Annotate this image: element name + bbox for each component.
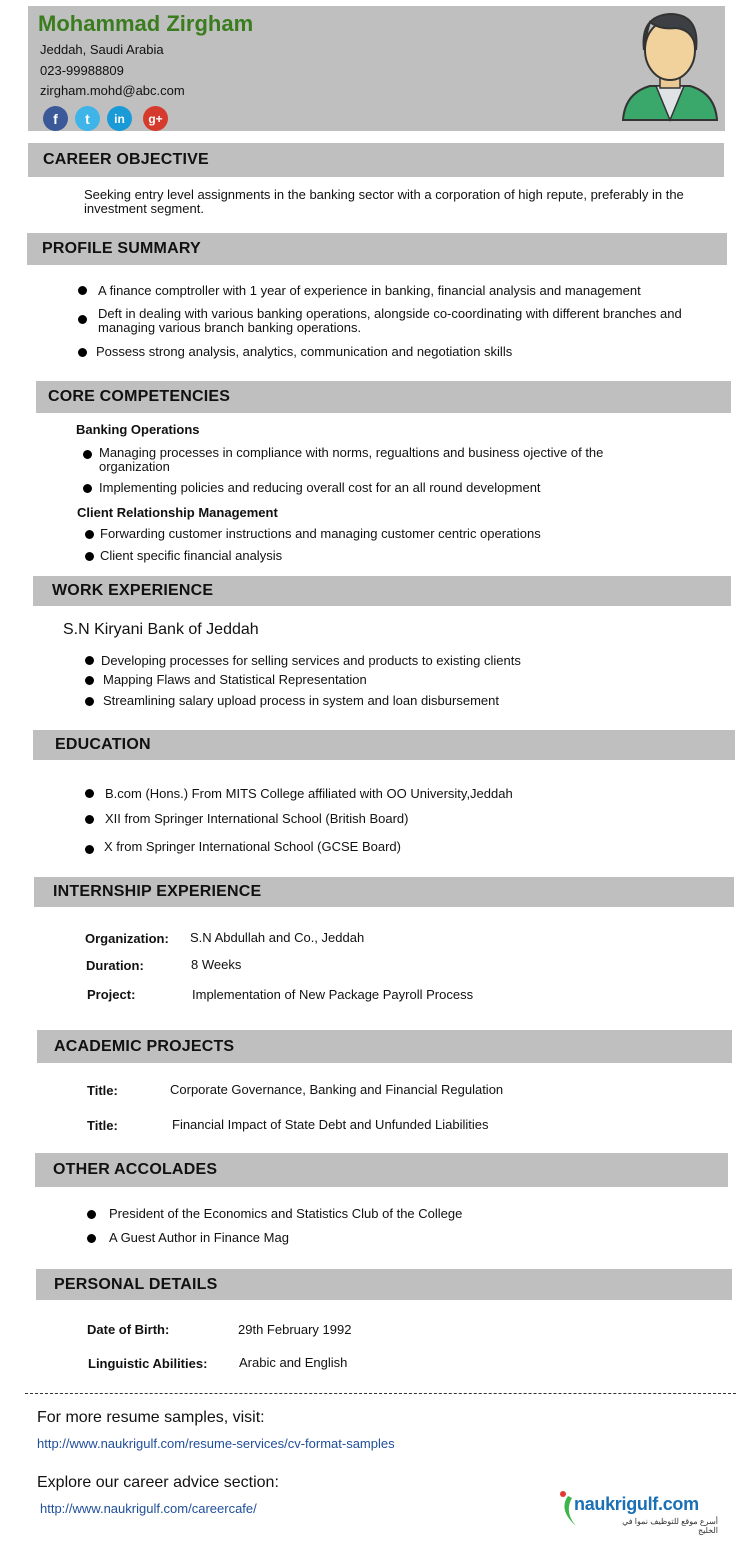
section-personal-details: PERSONAL DETAILS <box>36 1269 732 1300</box>
advice-text: Explore our career advice section: <box>37 1474 279 1491</box>
logo-tagline: أسرع موقع للتوظيف نموا في الخليج <box>622 1517 718 1535</box>
field-label: Organization: <box>85 931 169 946</box>
list-item: Forwarding customer instructions and managing customer centric operations <box>100 526 541 541</box>
section-profile-summary: PROFILE SUMMARY <box>27 233 727 265</box>
bullet-icon <box>85 845 94 854</box>
section-internship-experience: INTERNSHIP EXPERIENCE <box>34 877 734 907</box>
advice-link[interactable]: http://www.naukrigulf.com/careercafe/ <box>40 1501 257 1516</box>
field-value: 29th February 1992 <box>238 1322 352 1337</box>
field-value: Corporate Governance, Banking and Financial Regulation <box>170 1082 504 1097</box>
bullet-icon <box>78 348 87 357</box>
section-core-competencies: CORE COMPETENCIES <box>36 381 731 413</box>
twitter-icon[interactable]: t <box>75 106 100 131</box>
section-career-objective: CAREER OBJECTIVE <box>28 143 724 177</box>
bullet-icon <box>85 815 94 824</box>
facebook-icon[interactable]: f <box>43 106 68 131</box>
bullet-icon <box>85 676 94 685</box>
divider <box>25 1393 736 1394</box>
field-label: Title: <box>87 1083 118 1098</box>
section-work-experience: WORK EXPERIENCE <box>33 576 731 606</box>
field-value: Arabic and English <box>239 1355 348 1370</box>
list-item: Possess strong analysis, analytics, communication and negotiation skills <box>96 344 513 359</box>
company-name: S.N Kiryani Bank of Jeddah <box>63 621 259 638</box>
list-item: Mapping Flaws and Statistical Representation <box>103 672 367 687</box>
bullet-icon <box>85 530 94 539</box>
location: Jeddah, Saudi Arabia <box>40 42 164 57</box>
field-label: Project: <box>87 987 136 1002</box>
bullet-icon <box>83 450 92 459</box>
list-item: Managing processes in compliance with norms, regualtions and business ojective of the organization <box>99 445 604 474</box>
section-other-accolades: OTHER ACCOLADES <box>35 1153 728 1187</box>
field-label: Linguistic Abilities: <box>88 1356 208 1371</box>
list-item: Deft in dealing with various banking operations, alongside co-coordinating with different branches and managing various branch banking operations. <box>98 306 682 335</box>
list-item: Client specific financial analysis <box>100 548 283 563</box>
field-value: 8 Weeks <box>191 957 242 972</box>
list-item: B.com (Hons.) From MITS College affiliated with OO University,Jeddah <box>105 786 513 801</box>
list-item: A Guest Author in Finance Mag <box>109 1230 289 1245</box>
bullet-icon <box>87 1210 96 1219</box>
career-objective-text: Seeking entry level assignments in the banking sector with a corporation of high repute, preferably in the investment segment. <box>84 187 684 216</box>
list-item: Implementing policies and reducing overall cost for an all round development <box>99 480 541 495</box>
bullet-icon <box>85 552 94 561</box>
list-item: Developing processes for selling services and products to existing clients <box>101 653 521 668</box>
linkedin-icon[interactable]: in <box>107 106 132 131</box>
email: zirgham.mohd@abc.com <box>40 83 185 98</box>
section-academic-projects: ACADEMIC PROJECTS <box>37 1030 732 1063</box>
field-label: Duration: <box>86 958 144 973</box>
phone: 023-99988809 <box>40 63 124 78</box>
bullet-icon <box>83 484 92 493</box>
bullet-icon <box>85 656 94 665</box>
logo-text: naukrigulf.com <box>574 1494 699 1514</box>
field-label: Title: <box>87 1118 118 1133</box>
section-education: EDUCATION <box>33 730 735 760</box>
bullet-icon <box>78 315 87 324</box>
samples-link[interactable]: http://www.naukrigulf.com/resume-services/cv-format-samples <box>37 1436 395 1451</box>
list-item: A finance comptroller with 1 year of experience in banking, financial analysis and management <box>98 283 641 298</box>
field-value: Implementation of New Package Payroll Process <box>192 987 474 1002</box>
bullet-icon <box>85 697 94 706</box>
list-item: Streamlining salary upload process in system and loan disbursement <box>103 693 499 708</box>
google-plus-icon[interactable]: g+ <box>143 106 168 131</box>
naukrigulf-logo <box>558 1490 718 1535</box>
bullet-icon <box>87 1234 96 1243</box>
field-label: Date of Birth: <box>87 1322 170 1337</box>
avatar <box>620 8 720 124</box>
field-value: Financial Impact of State Debt and Unfunded Liabilities <box>172 1117 489 1132</box>
list-item: X from Springer International School (GCSE Board) <box>104 839 401 854</box>
list-item: President of the Economics and Statistics Club of the College <box>109 1206 463 1221</box>
group-heading: Client Relationship Management <box>77 505 278 520</box>
field-value: S.N Abdullah and Co., Jeddah <box>190 930 365 945</box>
bullet-icon <box>85 789 94 798</box>
candidate-name: Mohammad Zirgham <box>38 11 254 36</box>
bullet-icon <box>78 286 87 295</box>
group-heading: Banking Operations <box>76 422 200 437</box>
samples-text: For more resume samples, visit: <box>37 1409 265 1426</box>
list-item: XII from Springer International School (British Board) <box>105 811 409 826</box>
